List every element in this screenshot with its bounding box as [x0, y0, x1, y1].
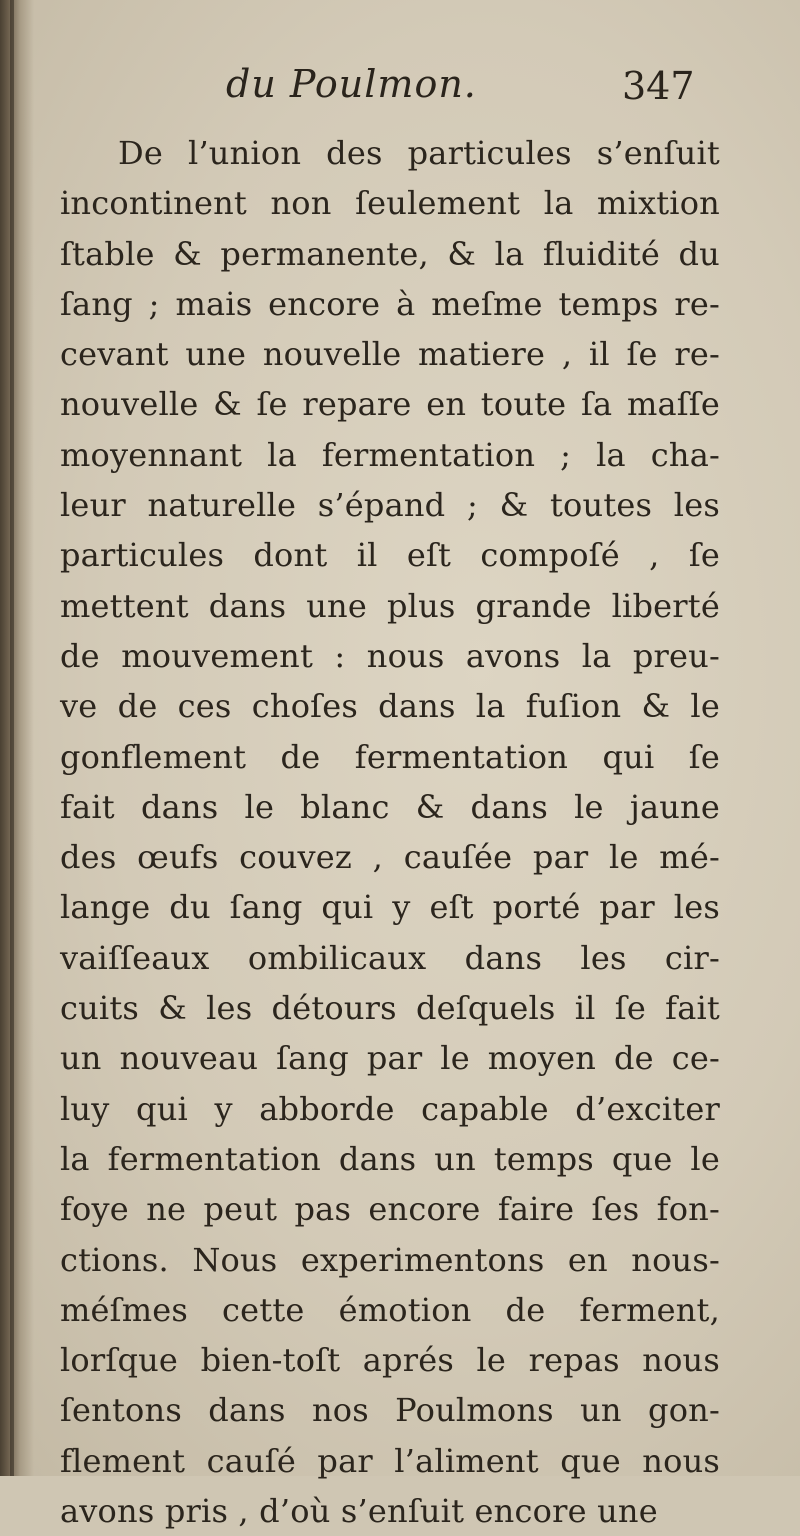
running-title: du Poulmon. [226, 62, 477, 106]
text-line: cuits & les détours deſquels il ſe fait [60, 989, 720, 1028]
text-line: cevant une nouvelle matiere , il ſe re- [60, 335, 720, 374]
text-line: ſtable & permanente, & la fluidité du [60, 234, 720, 273]
binding-gutter [0, 0, 34, 1476]
text-line: ſentons dans nos Poulmons un gon- [60, 1391, 720, 1430]
page-number: 347 [622, 64, 695, 108]
text-line: des œufs couvez , cauſée par le mé- [60, 838, 720, 877]
text-line: fait dans le blanc & dans le jaune [60, 787, 720, 826]
body-text [60, 128, 720, 1536]
text-line: ve de ces choſes dans la fuſion & le [60, 687, 720, 726]
page-header [0, 62, 800, 122]
text-line: la fermentation dans un temps que le [60, 1139, 720, 1178]
text-line: incontinent non ſeulement la mixtion [60, 184, 720, 223]
text-line: un nouveau ſang par le moyen de ce- [60, 1039, 720, 1078]
binding-shadow-line [10, 0, 14, 1476]
text-line: nouvelle & ſe repare en toute ſa maſſe [60, 385, 720, 424]
text-line: de mouvement : nous avons la preu- [60, 636, 720, 675]
text-line: gonflement de fermentation qui ſe [60, 737, 720, 776]
text-line: avons pris , d’où s’enſuit encore une [60, 1492, 658, 1531]
text-line: lorſque bien-toſt aprés le repas nous [60, 1341, 720, 1380]
text-line: flement cauſé par l’aliment que nous [60, 1441, 720, 1480]
text-line: ſang ; mais encore à meſme temps re- [60, 284, 720, 323]
text-line: mettent dans une plus grande liberté [60, 586, 720, 625]
text-line: méſmes cette émotion de ferment, [60, 1290, 720, 1329]
text-line: De l’union des particules s’enſuit [118, 134, 720, 172]
text-line: leur naturelle s’épand ; & toutes les [60, 486, 720, 525]
text-line: moyennant la fermentation ; la cha- [60, 435, 720, 474]
text-line: ctions. Nous experimentons en nous- [60, 1240, 720, 1279]
text-line: vaiſſeaux ombilicaux dans les cir- [60, 938, 720, 977]
text-line: foye ne peut pas encore faire ſes fon- [60, 1190, 720, 1229]
text-line: luy qui y abborde capable d’exciter [60, 1089, 720, 1128]
text-line: lange du ſang qui y eſt porté par les [60, 888, 720, 927]
text-line: particules dont il eſt compoſé , ſe [60, 536, 720, 575]
